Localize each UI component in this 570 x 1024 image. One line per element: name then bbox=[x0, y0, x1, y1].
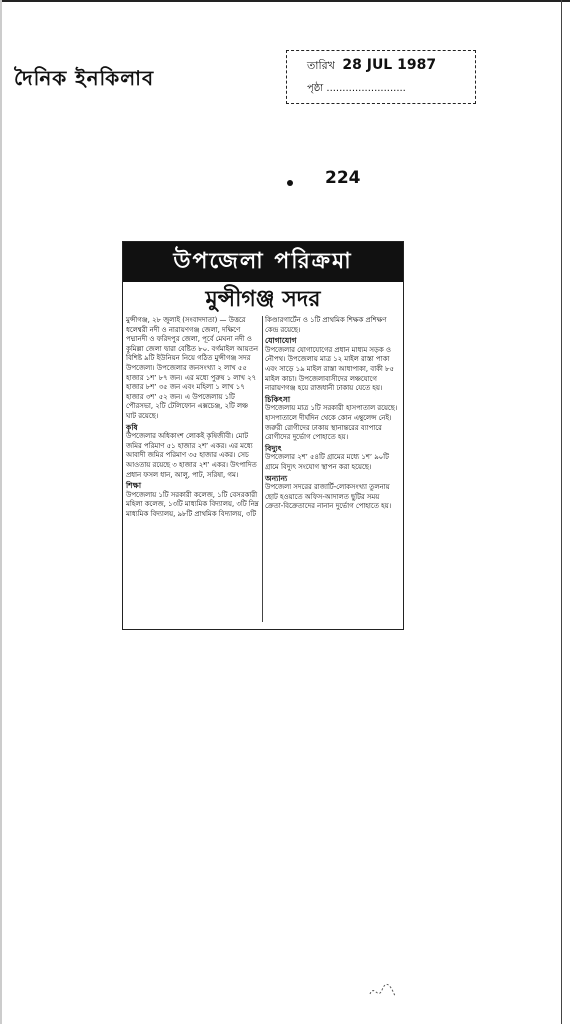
article-headline: মুন্সীগঞ্জ সদর bbox=[205, 287, 321, 312]
paragraph: উপজেলার অধিকাংশ লোকই কৃষিজীবী। মোট জমির পরিমাণ ৫১ হাজার ২শ’ একর। এর মধ্যে আবাদী জমির পরিমাণ ৩৫ হাজার একর। সেচ আওতায় রয়েছে ৩ হাজার ২শ’ একর। উৎপাদিত প্রধান ফসল ধান, আলু, পাট, সরিষা, গম। bbox=[126, 432, 257, 479]
newspaper-clipping bbox=[122, 241, 404, 630]
paragraph: উপজেলার যোগাযোগের প্রধান মাধ্যম সড়ক ও নৌপথ। উপজেলায় মাত্র ১২ মাইল রাস্তা পাকা এবং সাড়ে ১৯ মাইল রাস্তা আধাপাকা, বাকী ৮৫ মাইল কাচা। উপজেলাবাসীদের লঞ্চযোগে নারায়ণগঞ্জ হয়ে রাজধানী ঢাকায় যেতে হয়। bbox=[265, 345, 394, 393]
stamp-page-row bbox=[307, 81, 406, 98]
stamp-dotted-line: ......................... bbox=[326, 83, 406, 94]
article-right-column bbox=[265, 316, 399, 512]
page-number: 224 bbox=[325, 168, 361, 188]
section-heading: বিদ্যুৎ bbox=[265, 443, 282, 453]
article-banner: উপজেলা পরিক্রমা bbox=[123, 242, 403, 282]
paragraph: কিণ্ডারগার্টেন ও ১টি প্রাথমিক শিক্ষক প্রশিক্ষণ কেন্দ্র রয়েছে। bbox=[265, 316, 387, 334]
section-heading: চিকিৎসা bbox=[265, 394, 291, 404]
stamp-date: 28 JUL 1987 bbox=[342, 57, 437, 73]
article-left-column bbox=[126, 316, 260, 519]
section-heading: অন্যান্য bbox=[265, 473, 288, 483]
section-heading: যোগাযোগ bbox=[265, 336, 297, 346]
stamp-page-prefix: পৃষ্ঠা bbox=[307, 83, 324, 94]
stamp-date-prefix: তারিখ bbox=[307, 59, 335, 72]
margin-scribble bbox=[368, 980, 398, 1002]
date-stamp bbox=[286, 50, 476, 104]
paragraph: উপজেলায় ১টি সরকারী কলেজ, ১টি বেসরকারী মহিলা কলেজ, ১৩টি মাধ্যমিক বিদ্যালয়, ৩টি নিম্ন মাধ্যমিক বিদ্যালয়, ৯৮টি প্রাথমিক বিদ্যালয়, ৩টি bbox=[126, 490, 259, 518]
section-heading: শিক্ষা bbox=[126, 481, 142, 491]
paragraph: মুন্সীগঞ্জ, ২৮ জুলাই (সংবাদদাতা) — উত্তরে ধলেশ্বরী নদী ও নারায়ণগঞ্জ জেলা, দক্ষিণে পদ্মানদী ও ফরিদপুর জেলা, পূর্বে মেঘনা নদী ও কুমিল্লা জেলা দ্বারা বেষ্টিত ৮০. বর্গমাইল আয়তন বিশিষ্ট ৯টি ইউনিয়ন নিয়ে গঠিত মুন্সীগঞ্জ সদর উপজেলা। উপজেলার জনসংখ্যা ২ লাখ ৫৫ হাজার ১শ’ ৮৭ জন। এর মধ্যে পুরুষ ১ লাখ ২৭ হাজার ৮শ’ ৩৫ জন এবং মহিলা ১ লাখ ১৭ হাজার ৩শ’ ৫২ জন। এ উপজেলায় ১টি পৌরসভা, ২টি টেলিফোন এক্সচেঞ্জ, ২টি লঞ্চ ঘাট রয়েছে। bbox=[126, 316, 258, 420]
paragraph: উপজেলার ২শ’ ৫৪টি গ্রামের মধ্যে ১শ’ ৯০টি গ্রামে বিদ্যুৎ সংযোগ স্থাপন করা হয়েছে। bbox=[265, 453, 389, 471]
stamp-date-row bbox=[307, 57, 436, 76]
page-edge-left bbox=[0, 0, 2, 1024]
paragraph: উপজেলা সদরের রাজার্টি-লোকসংখ্যা তুলনায় ছোট হওয়াতে অফিস-আদালত ছুটির সময় ক্রেতা-বিক্রেতাদের নানান দুর্ভোগ পোহাতে হয়। bbox=[265, 483, 392, 511]
section-heading: কৃষি bbox=[126, 422, 138, 432]
page-edge-top bbox=[0, 0, 570, 2]
column-divider bbox=[262, 316, 263, 622]
page-edge-right bbox=[561, 0, 562, 1024]
newspaper-masthead: দৈনিক ইনকিলাব bbox=[14, 66, 155, 90]
paragraph: উপজেলায় মাত্র ১টি সরকারী হাসপাতাল রয়েছে। হাসপাতালে দীর্ঘদিন থেকে কোন এম্বুলেন্স নেই। জরুরী রোগীদের ঢাকায় স্থানান্তরের ব্যাপারে রোগীদের দুর্ভোগ পোহাতে হয়। bbox=[265, 404, 398, 442]
bullet-dot bbox=[287, 180, 293, 186]
